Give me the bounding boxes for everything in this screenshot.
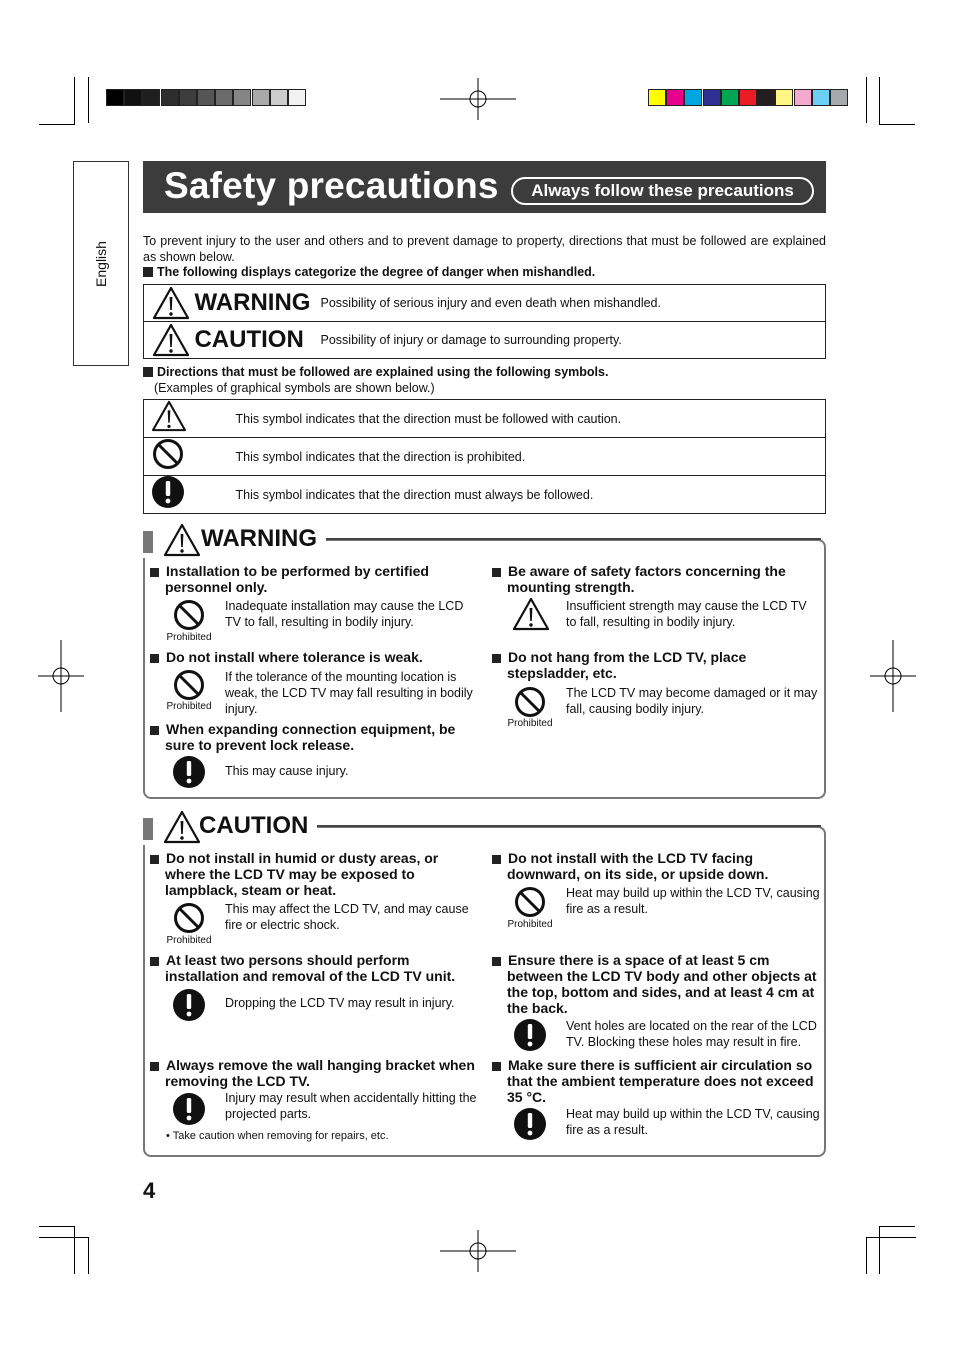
section-bar-mark [143, 531, 153, 553]
danger-level-table [143, 284, 826, 359]
square-bullet-icon [492, 1062, 501, 1071]
prohibited-label: Prohibited [166, 701, 212, 712]
calibration-swatch [179, 89, 197, 106]
prohibited-icon [152, 438, 184, 470]
prohibited-label: Prohibited [507, 718, 553, 729]
square-bullet-icon [150, 568, 159, 577]
warning-item: When expanding connection equipment, be sure to prevent lock release. [150, 721, 480, 753]
intro-text: To prevent injury to the user and others and to prevent damage to property, directions that must be followed are explained as shown below. [143, 234, 826, 264]
caution-item: Make sure there is sufficient air circulation so that the ambient temperature does not exceed 35 °C. [492, 1057, 817, 1105]
square-bullet-icon [492, 957, 501, 966]
warning-triangle-icon [152, 323, 190, 357]
calibration-swatch [812, 89, 830, 106]
caution-item-text: Vent holes are located on the rear of the LCD TV. Blocking these holes may result in fire. [566, 1019, 817, 1049]
warning-description: Possibility of serious injury and even death when mishandled. [320, 296, 661, 310]
square-bullet-icon [150, 855, 159, 864]
caution-item-text: Dropping the LCD TV may result in injury. [225, 996, 455, 1010]
warning-item-text: If the tolerance of the mounting location is weak, the LCD TV may fall resulting in bodily injury. [225, 670, 473, 716]
square-bullet-icon [150, 1062, 159, 1071]
calibration-swatch [161, 89, 179, 106]
square-bullet-icon [492, 855, 501, 864]
caution-description: Possibility of injury or damage to surrounding property. [320, 333, 622, 347]
mandatory-icon [173, 756, 205, 788]
caution-item: Ensure there is a space of at least 5 cm between the LCD TV body and other objects at the top, bottom and sides, and at least 4 cm at the back. [492, 952, 817, 1016]
symbol-description: This symbol indicates that the direction must always be followed. [235, 487, 594, 502]
page-subtitle: Always follow these precautions [511, 177, 814, 205]
page-number: 4 [143, 1178, 156, 1203]
warning-item: Do not install where tolerance is weak. [150, 649, 480, 665]
danger-row-warning [144, 285, 826, 322]
caution-rule [317, 825, 821, 827]
mandatory-icon [514, 1019, 546, 1051]
warning-triangle-icon [152, 286, 190, 320]
square-bullet-icon [150, 726, 159, 735]
warning-label: WARNING [194, 289, 311, 316]
caution-note: • Take caution when removing for repairs, etc. [166, 1130, 389, 1142]
calibration-swatch [270, 89, 288, 106]
caution-heading: CAUTION [143, 809, 317, 845]
categorize-heading: The following displays categorize the degree of danger when mishandled. [143, 265, 595, 279]
page-title: Safety precautions [164, 165, 499, 206]
language-label: English [93, 240, 109, 287]
calibration-swatch [684, 89, 702, 106]
calibration-swatch [215, 89, 233, 106]
caution-item-text: Heat may build up within the LCD TV, causing fire as a result. [566, 1107, 820, 1137]
warning-item-text: The LCD TV may become damaged or it may fall, causing bodily injury. [566, 686, 818, 716]
title-bar [143, 161, 826, 213]
symbol-description: This symbol indicates that the direction must be followed with caution. [235, 411, 622, 426]
calibration-swatch [252, 89, 270, 106]
calibration-swatch [739, 89, 757, 106]
warning-triangle-icon [163, 810, 201, 844]
calibration-swatch [233, 89, 251, 106]
mandatory-icon [173, 989, 205, 1021]
mandatory-icon [173, 1093, 205, 1125]
symbols-table [143, 399, 826, 514]
caution-item-text: Injury may result when accidentally hitting the projected parts. [225, 1091, 477, 1121]
mandatory-icon [152, 476, 184, 508]
symbol-description: This symbol indicates that the direction is prohibited. [235, 449, 526, 464]
calibration-swatch [648, 89, 666, 106]
calibration-swatch [775, 89, 793, 106]
symbols-subheading: (Examples of graphical symbols are shown below.) [154, 381, 435, 395]
calibration-swatch [288, 89, 306, 106]
section-bar-mark [143, 818, 153, 840]
caution-item-text: This may affect the LCD TV, and may cause fire or electric shock. [225, 902, 469, 932]
warning-item-text: Inadequate installation may cause the LCD TV to fall, resulting in bodily injury. [225, 599, 464, 629]
square-bullet-icon [143, 267, 153, 277]
symbol-row [144, 400, 826, 438]
prohibited-icon [173, 669, 205, 701]
calibration-swatch [830, 89, 848, 106]
prohibited-icon [514, 886, 546, 918]
warning-rule [326, 538, 821, 540]
prohibited-label: Prohibited [507, 919, 553, 930]
prohibited-label: Prohibited [166, 632, 212, 643]
caution-label: CAUTION [194, 326, 304, 353]
caution-item: Always remove the wall hanging bracket when removing the LCD TV. [150, 1057, 480, 1089]
calibration-swatch [124, 89, 142, 106]
caution-item: Do not install in humid or dusty areas, or where the LCD TV may be exposed to lampblack, steam or heat. [150, 850, 480, 898]
mandatory-icon [514, 1108, 546, 1140]
symbol-row [144, 438, 826, 476]
registration-mark-left [38, 640, 84, 712]
prohibited-icon [514, 686, 546, 718]
square-bullet-icon [143, 367, 153, 377]
square-bullet-icon [492, 568, 501, 577]
calibration-swatch [106, 89, 124, 106]
square-bullet-icon [492, 654, 501, 663]
calibration-swatch [721, 89, 739, 106]
calibration-swatch [666, 89, 684, 106]
danger-row-caution [144, 322, 826, 359]
symbols-heading: Directions that must be followed are explained using the following symbols. [143, 365, 608, 379]
warning-heading: WARNING [143, 522, 326, 558]
calibration-swatch [794, 89, 812, 106]
language-tab [73, 161, 129, 366]
warning-item: Do not hang from the LCD TV, place stepsladder, etc. [492, 649, 817, 681]
calibration-swatch [757, 89, 775, 106]
prohibited-icon [173, 902, 205, 934]
calibration-swatch [197, 89, 215, 106]
caution-triangle-icon [151, 400, 187, 432]
registration-mark-top [440, 78, 516, 120]
square-bullet-icon [150, 654, 159, 663]
calibration-swatch [703, 89, 721, 106]
prohibited-label: Prohibited [166, 935, 212, 946]
square-bullet-icon [150, 957, 159, 966]
symbol-row [144, 476, 826, 514]
caution-item: Do not install with the LCD TV facing downward, on its side, or upside down. [492, 850, 817, 882]
prohibited-icon [173, 599, 205, 631]
caution-item-text: Heat may build up within the LCD TV, causing fire as a result. [566, 886, 820, 916]
warning-item: Installation to be performed by certified personnel only. [150, 563, 480, 595]
warning-item: Be aware of safety factors concerning the mounting strength. [492, 563, 817, 595]
calibration-swatch [142, 89, 160, 106]
warning-item-text: Insufficient strength may cause the LCD TV to fall, resulting in bodily injury. [566, 599, 807, 629]
warning-triangle-icon [163, 523, 201, 557]
registration-mark-right [870, 640, 916, 712]
registration-mark-bottom [440, 1230, 516, 1272]
caution-triangle-icon [512, 597, 550, 631]
caution-item: At least two persons should perform installation and removal of the LCD TV unit. [150, 952, 480, 984]
warning-item-text: This may cause injury. [225, 764, 349, 778]
